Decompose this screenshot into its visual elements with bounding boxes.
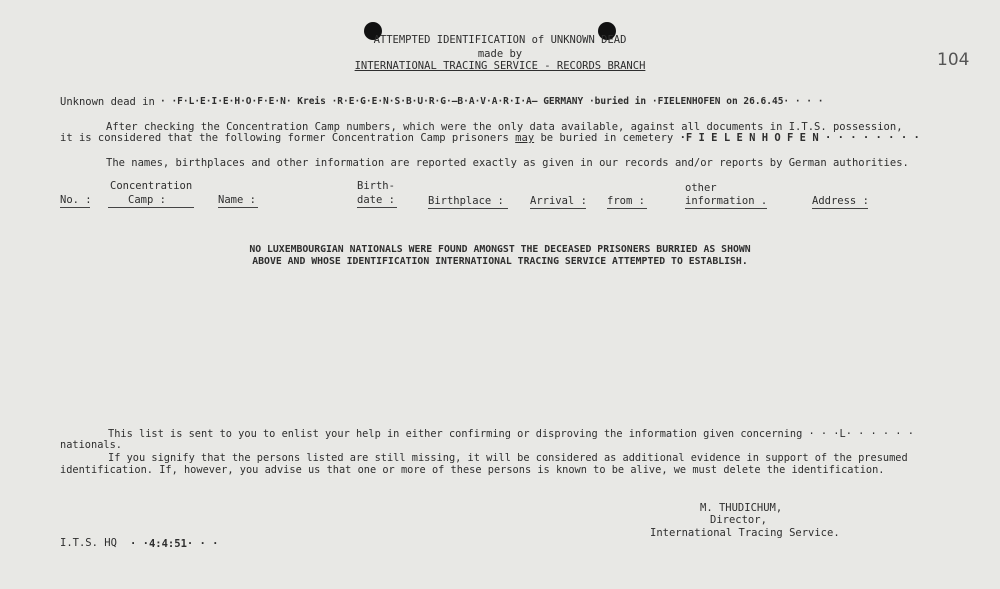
col-birth-top: Birth- (357, 180, 395, 192)
page-number: 104 (937, 50, 970, 70)
col-no: No. : (60, 194, 92, 206)
col-camp-top: Concentration (110, 180, 193, 192)
underline-camp (108, 207, 194, 208)
its-ref-value: · ·4:4:51· · · (130, 538, 219, 550)
col-other: information . (685, 195, 768, 207)
underline-from (607, 208, 647, 209)
paragraph1-line2-b: be buried in cemetery (540, 132, 674, 144)
footer-line3: If you signify that the persons listed are still missing, it will be considered as additional evidence in support of the presumed (108, 452, 908, 464)
col-other-top: other (685, 182, 717, 194)
underline-no (60, 207, 90, 208)
underline-address (812, 208, 868, 209)
underline-name (218, 207, 258, 208)
paragraph1-line1: After checking the Concentration Camp numbers, which were the only data available, against all documents in I.T.S. possession, (106, 121, 903, 133)
col-camp: Camp : (128, 194, 166, 206)
header-organization: INTERNATIONAL TRACING SERVICE - RECORDS BRANCH (354, 60, 646, 72)
signature-title: Director, (710, 514, 767, 526)
header-title: ATTEMPTED IDENTIFICATION of UNKNOWN DEAD (373, 34, 627, 46)
paragraph1-line2-a: it is considered that the following former Concentration Camp prisoners (60, 132, 509, 144)
footer-line4: identification. If, however, you advise us that one or more of these persons is known to be alive, we must delete the identification. (60, 464, 885, 476)
signature-name: M. THUDICHUM, (700, 502, 783, 514)
col-name: Name : (218, 194, 256, 206)
underline-arrival (530, 208, 586, 209)
underline-other (685, 208, 767, 209)
unknown-dead-place: · ·F·L·E·I·E·H·O·F·E·N· Kreis ·R·E·G·E·N·S·B·U·R·G·–B·A·V·A·R·I·A– GERMANY ·buried in ·FIELENHOFEN on 26.6.45· · · · (160, 96, 824, 107)
footer-line2: nationals. (60, 439, 122, 451)
signature-org: International Tracing Service. (650, 527, 840, 539)
col-address: Address : (812, 195, 869, 207)
underline-birthdate (357, 207, 397, 208)
paragraph2: The names, birthplaces and other information are reported exactly as given in our records and/or reports by German authorities. (106, 157, 909, 169)
footer-line1: This list is sent to you to enlist your help in either confirming or disproving the information given concerning · · ·L· · · · · · (108, 428, 914, 440)
notice-line1: NO LUXEMBOURGIAN NATIONALS WERE FOUND AMONGST THE DECEASED PRISONERS BURRIED AS SHOWN (249, 244, 751, 255)
unknown-dead-label: Unknown dead in (60, 96, 155, 108)
header-made-by: made by (477, 48, 523, 60)
col-birthplace: Birthplace : (428, 195, 504, 207)
col-from: from : (607, 195, 645, 207)
col-arrival: Arrival : (530, 195, 587, 207)
col-birthdate: date : (357, 194, 395, 206)
underline-birthplace (428, 208, 508, 209)
its-ref-label: I.T.S. HQ (60, 537, 117, 549)
paragraph1-line2 (60, 132, 920, 144)
cemetery-name: ·F I E L E N H O F E N · · · · · · · · (679, 132, 920, 144)
notice-line2: ABOVE AND WHOSE IDENTIFICATION INTERNATIONAL TRACING SERVICE ATTEMPTED TO ESTABLISH. (252, 256, 748, 267)
paragraph1-may: may (515, 132, 535, 144)
